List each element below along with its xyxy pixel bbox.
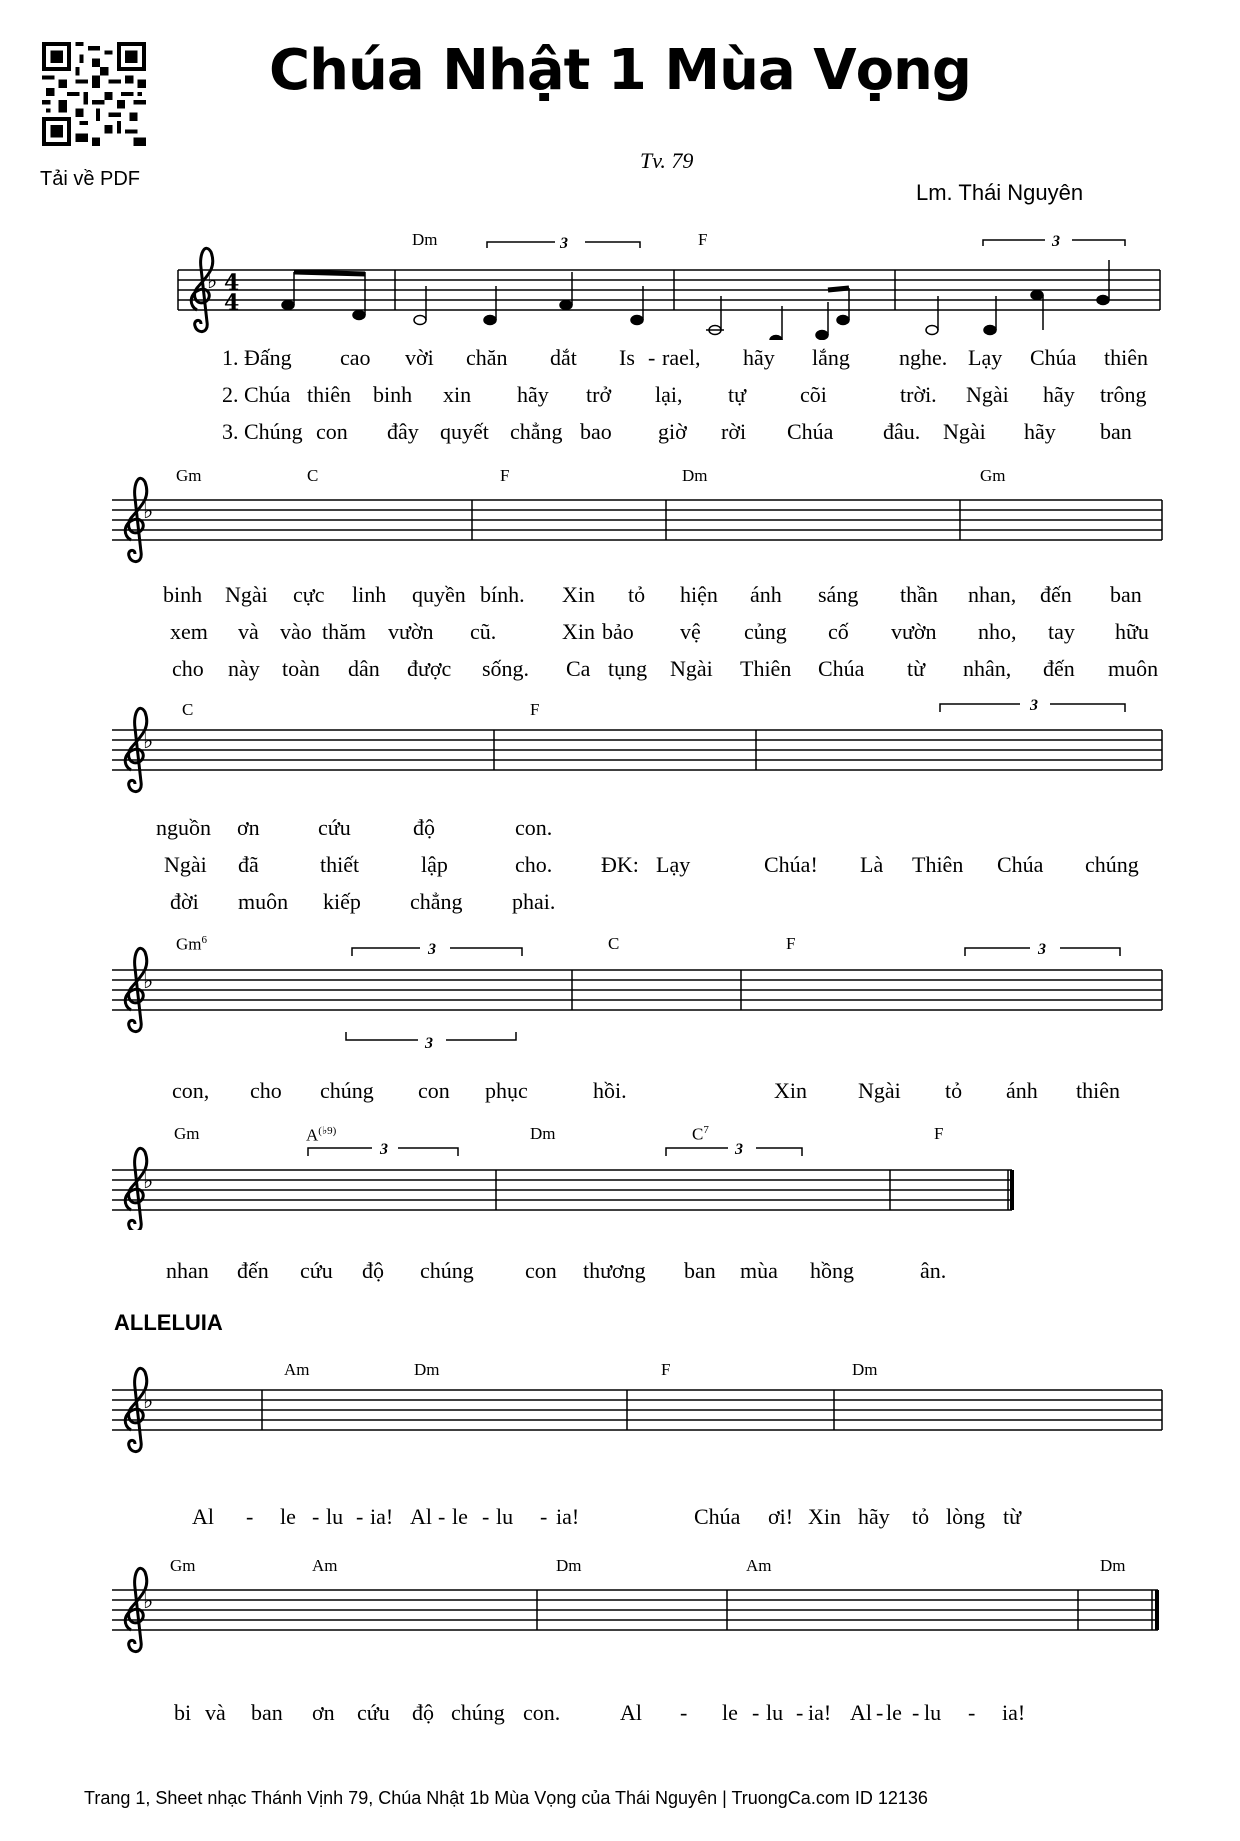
chord-symbol: Gm xyxy=(174,1124,200,1143)
lyric-syllable: phai. xyxy=(512,889,556,914)
lyric-syllable: tụng xyxy=(608,656,648,681)
svg-text:♭: ♭ xyxy=(207,268,218,293)
chord-symbol: Dm xyxy=(414,1360,440,1379)
lyric-syllable: thương xyxy=(583,1258,646,1283)
lyric-syllable: ân. xyxy=(920,1258,947,1283)
lyric-syllable: Ca xyxy=(566,656,591,681)
lyric-syllable: ia! xyxy=(808,1700,832,1725)
lyric-syllable: binh xyxy=(373,382,413,407)
lyric-syllable: từ xyxy=(1003,1504,1022,1529)
lyric-syllable: ban xyxy=(1100,419,1132,444)
lyric-line xyxy=(0,656,1240,686)
lyric-syllable: đến xyxy=(237,1258,269,1283)
svg-text:3: 3 xyxy=(428,941,436,958)
staff-system-6 xyxy=(0,1340,1240,1520)
lyric-line xyxy=(0,1504,1240,1534)
lyric-line xyxy=(0,382,1240,412)
lyric-syllable: hữu xyxy=(1115,619,1149,644)
svg-text:♭: ♭ xyxy=(143,1588,154,1613)
lyric-syllable: Chúa xyxy=(997,852,1044,877)
lyric-syllable: chăn xyxy=(466,345,508,370)
lyric-syllable: - xyxy=(968,1700,976,1725)
lyric-syllable: thiên xyxy=(1104,345,1148,370)
lyric-line xyxy=(0,1078,1240,1108)
lyric-syllable: ia! xyxy=(556,1504,580,1529)
lyric-syllable: le xyxy=(722,1700,738,1725)
lyric-syllable: cho xyxy=(172,656,204,681)
lyric-syllable: Chúa! xyxy=(764,852,818,877)
chord-symbol: Dm xyxy=(682,466,708,485)
svg-text:3: 3 xyxy=(1038,941,1046,958)
lyric-syllable: bính. xyxy=(480,582,525,607)
lyric-syllable: nguồn xyxy=(156,815,211,840)
lyric-syllable: nhan xyxy=(166,1258,209,1283)
lyric-syllable: - xyxy=(438,1504,446,1529)
lyric-syllable: vườn xyxy=(388,619,434,644)
chord-symbol: Dm xyxy=(412,230,438,249)
lyric-syllable: ánh xyxy=(750,582,782,607)
lyric-syllable: Xin xyxy=(562,582,595,607)
lyric-syllable: tỏ xyxy=(912,1504,930,1529)
lyric-syllable: vào xyxy=(280,619,312,644)
lyric-syllable: 3. Chúng xyxy=(222,419,303,444)
svg-text:3: 3 xyxy=(1030,697,1038,714)
lyric-syllable: đến xyxy=(1043,656,1075,681)
staff-system-1 xyxy=(0,220,1240,450)
lyric-syllable: - xyxy=(356,1504,364,1529)
lyric-syllable: le xyxy=(280,1504,296,1529)
chord-symbol: Dm xyxy=(556,1556,582,1575)
svg-text:3: 3 xyxy=(1052,233,1060,250)
lyric-syllable: linh xyxy=(352,582,387,607)
lyric-syllable: muôn xyxy=(238,889,289,914)
chord-symbol: Gm xyxy=(980,466,1006,485)
lyric-syllable: rời xyxy=(721,419,747,444)
lyric-syllable: Xin xyxy=(774,1078,807,1103)
lyric-syllable: Xin xyxy=(562,619,595,644)
lyric-syllable: ban xyxy=(1110,582,1142,607)
lyric-syllable: - xyxy=(796,1700,804,1725)
lyric-syllable: - xyxy=(648,345,656,370)
chord-symbol: Dm xyxy=(1100,1556,1126,1575)
lyric-syllable: Thiên xyxy=(912,852,964,877)
lyric-syllable: chúng xyxy=(420,1258,474,1283)
svg-text:♭: ♭ xyxy=(143,728,154,753)
chord-symbol: $C^7$ xyxy=(692,1124,709,1144)
lyric-syllable: con. xyxy=(523,1700,561,1725)
lyric-syllable: tự xyxy=(728,382,747,407)
lyric-syllable: thiên xyxy=(307,382,351,407)
chord-symbol: F xyxy=(530,700,540,719)
lyric-syllable: binh xyxy=(163,582,203,607)
lyric-syllable: ban xyxy=(251,1700,283,1725)
lyric-syllable: 2. Chúa xyxy=(222,382,291,407)
lyric-syllable: vệ xyxy=(680,619,701,644)
lyric-syllable: ánh xyxy=(1006,1078,1038,1103)
lyric-syllable: Là xyxy=(860,852,884,877)
lyric-syllable: đời xyxy=(170,889,199,914)
lyric-syllable: muôn xyxy=(1108,656,1159,681)
lyric-syllable: đã xyxy=(238,852,259,877)
svg-text:3: 3 xyxy=(425,1035,433,1050)
lyric-syllable: toàn xyxy=(282,656,320,681)
chord-symbol: F xyxy=(934,1124,944,1143)
lyric-syllable: hồng xyxy=(810,1258,854,1283)
lyric-syllable: dắt xyxy=(550,345,577,370)
lyric-syllable: hãy xyxy=(743,345,775,370)
lyric-line xyxy=(0,852,1240,882)
lyric-syllable: tỏ xyxy=(945,1078,963,1103)
lyric-syllable: đến xyxy=(1040,582,1072,607)
chord-symbol: Dm xyxy=(852,1360,878,1379)
alleluia-heading: ALLELUIA xyxy=(114,1310,223,1335)
chord-symbol: F xyxy=(786,934,796,953)
lyric-syllable: le xyxy=(452,1504,468,1529)
lyric-syllable: giờ xyxy=(658,419,687,444)
composer: Lm. Thái Nguyên xyxy=(916,180,1084,205)
lyric-syllable: cứu xyxy=(357,1700,390,1725)
lyric-syllable: - xyxy=(876,1700,884,1725)
lyric-syllable: ia! xyxy=(1002,1700,1026,1725)
lyric-syllable: nho, xyxy=(978,619,1017,644)
lyric-syllable: Ngài xyxy=(164,852,207,877)
lyric-syllable: nhan, xyxy=(968,582,1017,607)
lyric-syllable: Xin xyxy=(808,1504,841,1529)
lyric-syllable: độ xyxy=(413,815,435,840)
lyric-syllable: ơn xyxy=(237,815,260,840)
lyric-syllable: Ngài xyxy=(225,582,268,607)
lyric-syllable: lòng xyxy=(946,1504,986,1529)
lyric-syllable: ban xyxy=(684,1258,716,1283)
lyric-syllable: - xyxy=(752,1700,760,1725)
lyric-syllable: Al xyxy=(850,1700,872,1725)
lyric-syllable: và xyxy=(205,1700,226,1725)
lyric-syllable: cứu xyxy=(300,1258,333,1283)
lyric-syllable: lu xyxy=(326,1504,344,1529)
lyric-syllable: đâu. xyxy=(883,419,921,444)
chord-symbol: Am xyxy=(312,1556,338,1575)
lyric-syllable: nghe. xyxy=(899,345,948,370)
lyric-syllable: được xyxy=(407,656,452,681)
lyric-syllable: củng xyxy=(744,619,787,644)
svg-text:♭: ♭ xyxy=(143,1388,154,1413)
lyric-syllable: quyết xyxy=(440,419,489,444)
lyric-syllable: vườn xyxy=(891,619,937,644)
lyric-syllable: này xyxy=(228,656,260,681)
lyric-syllable: ĐK: xyxy=(601,852,639,877)
chord-symbol: C xyxy=(307,466,319,485)
lyric-line xyxy=(0,1700,1240,1730)
lyric-syllable: - xyxy=(246,1504,254,1529)
lyric-syllable: con. xyxy=(515,815,553,840)
lyric-syllable: le xyxy=(886,1700,902,1725)
lyric-syllable: Chúa xyxy=(694,1504,741,1529)
lyric-syllable: từ xyxy=(907,656,926,681)
page-footer: Trang 1, Sheet nhạc Thánh Vịnh 79, Chúa Nhật 1b Mùa Vọng của Thái Nguyên | TruongCa.com ID 12136 xyxy=(84,1788,928,1808)
song-title: Chúa Nhật 1 Mùa Vọng xyxy=(268,38,971,103)
lyric-syllable: tỏ xyxy=(628,582,646,607)
lyric-syllable: vời xyxy=(405,345,434,370)
lyric-syllable: lắng xyxy=(812,345,850,370)
svg-text:3: 3 xyxy=(380,1141,388,1158)
lyric-line xyxy=(0,582,1240,612)
psalm-reference: Tv. 79 xyxy=(640,148,694,173)
lyric-syllable: Chúa xyxy=(818,656,865,681)
lyric-syllable: độ xyxy=(412,1700,434,1725)
chord-symbol: Am xyxy=(746,1556,772,1575)
lyric-syllable: ơn xyxy=(312,1700,335,1725)
lyric-syllable: tay xyxy=(1048,619,1075,644)
lyric-syllable: rael, xyxy=(662,345,701,370)
lyric-syllable: lu xyxy=(496,1504,514,1529)
lyric-syllable: Chúa xyxy=(787,419,834,444)
lyric-syllable: Al xyxy=(192,1504,214,1529)
lyric-syllable: cứu xyxy=(318,815,351,840)
svg-text:3: 3 xyxy=(735,1141,743,1158)
lyric-syllable: Thiên xyxy=(740,656,792,681)
lyric-syllable: con xyxy=(525,1258,557,1283)
lyric-syllable: hãy xyxy=(517,382,549,407)
lyric-syllable: hiện xyxy=(680,582,718,607)
chord-symbol: Gm$^6$ xyxy=(176,934,207,954)
lyric-syllable: Lạy xyxy=(968,345,1003,370)
chord-symbol: C xyxy=(182,700,194,719)
svg-text:♭: ♭ xyxy=(143,968,154,993)
lyric-syllable: thiên xyxy=(1076,1078,1120,1103)
lyric-syllable: cũ. xyxy=(470,619,497,644)
chord-symbol: Gm xyxy=(170,1556,196,1575)
lyric-syllable: Chúa xyxy=(1030,345,1077,370)
lyric-syllable: quyền xyxy=(412,582,466,607)
lyric-syllable: sáng xyxy=(818,582,859,607)
lyric-syllable: hãy xyxy=(1043,382,1075,407)
lyric-syllable: lập xyxy=(421,852,448,877)
lyric-syllable: lu xyxy=(766,1700,784,1725)
lyric-syllable: hồi. xyxy=(593,1078,627,1103)
lyric-syllable: cho xyxy=(250,1078,282,1103)
lyric-syllable: hãy xyxy=(858,1504,890,1529)
lyric-syllable: kiếp xyxy=(323,889,361,914)
lyric-syllable: Ngài xyxy=(858,1078,901,1103)
lyric-syllable: độ xyxy=(362,1258,384,1283)
lyric-syllable: chúng xyxy=(451,1700,505,1725)
lyric-syllable: bi xyxy=(174,1700,192,1725)
lyric-line xyxy=(0,619,1240,649)
lyric-syllable: xem xyxy=(170,619,208,644)
lyric-syllable: - xyxy=(540,1504,548,1529)
lyric-syllable: Ngài xyxy=(670,656,713,681)
chord-symbol: Am xyxy=(284,1360,310,1379)
lyric-syllable: trở xyxy=(586,382,612,407)
lyric-syllable: cõi xyxy=(800,382,827,407)
lyric-syllable: Is xyxy=(619,345,635,370)
svg-text:4: 4 xyxy=(224,290,240,316)
lyric-syllable: lu xyxy=(924,1700,942,1725)
lyric-syllable: nhân, xyxy=(963,656,1012,681)
lyric-syllable: cho. xyxy=(515,852,553,877)
lyric-syllable: trông xyxy=(1100,382,1147,407)
svg-text:♭: ♭ xyxy=(143,498,154,523)
chord-symbol: $A^{(♭9)}$ xyxy=(306,1125,337,1145)
lyric-syllable: cực xyxy=(293,582,325,607)
lyric-syllable: chúng xyxy=(320,1078,374,1103)
lyric-syllable: lại, xyxy=(655,382,683,407)
lyric-syllable: thần xyxy=(900,582,938,607)
lyric-syllable: - xyxy=(912,1700,920,1725)
lyric-syllable: chẳng xyxy=(410,889,463,914)
staff xyxy=(0,1340,1240,1480)
lyric-syllable: phục xyxy=(485,1078,528,1103)
svg-text:4: 4 xyxy=(224,270,240,296)
lyric-syllable: dân xyxy=(348,656,380,681)
lyric-syllable: Al xyxy=(410,1504,432,1529)
lyric-syllable: Lạy xyxy=(656,852,691,877)
lyric-syllable: Ngài xyxy=(943,419,986,444)
chord-symbol: C xyxy=(608,934,620,953)
chord-symbol: F xyxy=(661,1360,671,1379)
lyric-syllable: trời. xyxy=(900,382,937,407)
download-pdf-label[interactable]: Tải về PDF xyxy=(40,168,141,190)
lyric-syllable: bảo xyxy=(602,619,634,644)
lyric-syllable: thăm xyxy=(322,619,366,644)
lyric-syllable: thiết xyxy=(320,852,360,877)
lyric-syllable: con xyxy=(418,1078,450,1103)
lyric-syllable: và xyxy=(238,619,259,644)
lyric-syllable: sống. xyxy=(482,656,530,681)
lyric-syllable: Al xyxy=(620,1700,642,1725)
lyric-line xyxy=(0,1258,1240,1288)
lyric-syllable: con xyxy=(316,419,348,444)
chord-symbol: Gm xyxy=(176,466,202,485)
lyric-syllable: 1. Đấng xyxy=(222,345,292,370)
chord-symbol: F xyxy=(500,466,510,485)
lyric-syllable: cố xyxy=(828,619,849,644)
lyric-syllable: chúng xyxy=(1085,852,1139,877)
lyric-syllable: chẳng xyxy=(510,419,563,444)
lyric-syllable: con, xyxy=(172,1078,210,1103)
lyric-syllable: - xyxy=(482,1504,490,1529)
svg-text:♭: ♭ xyxy=(143,1168,154,1193)
lyric-syllable: bao xyxy=(580,419,612,444)
lyric-line xyxy=(0,419,1240,449)
chord-symbol: F xyxy=(698,230,708,249)
lyric-syllable: xin xyxy=(443,382,472,407)
lyric-line xyxy=(0,815,1240,845)
lyric-syllable: - xyxy=(680,1700,688,1725)
lyric-syllable: Ngài xyxy=(966,382,1009,407)
chord-symbol: Dm xyxy=(530,1124,556,1143)
lyric-line xyxy=(0,345,1240,375)
lyric-syllable: cao xyxy=(340,345,371,370)
lyric-syllable: hãy xyxy=(1024,419,1056,444)
lyric-syllable: ia! xyxy=(370,1504,394,1529)
staff xyxy=(0,220,1240,340)
lyric-syllable: đây xyxy=(387,419,419,444)
lyric-syllable: - xyxy=(312,1504,320,1529)
lyric-line xyxy=(0,889,1240,919)
lyric-syllable: ơi! xyxy=(768,1504,794,1529)
svg-text:3: 3 xyxy=(560,235,568,252)
lyric-syllable: mùa xyxy=(740,1258,778,1283)
